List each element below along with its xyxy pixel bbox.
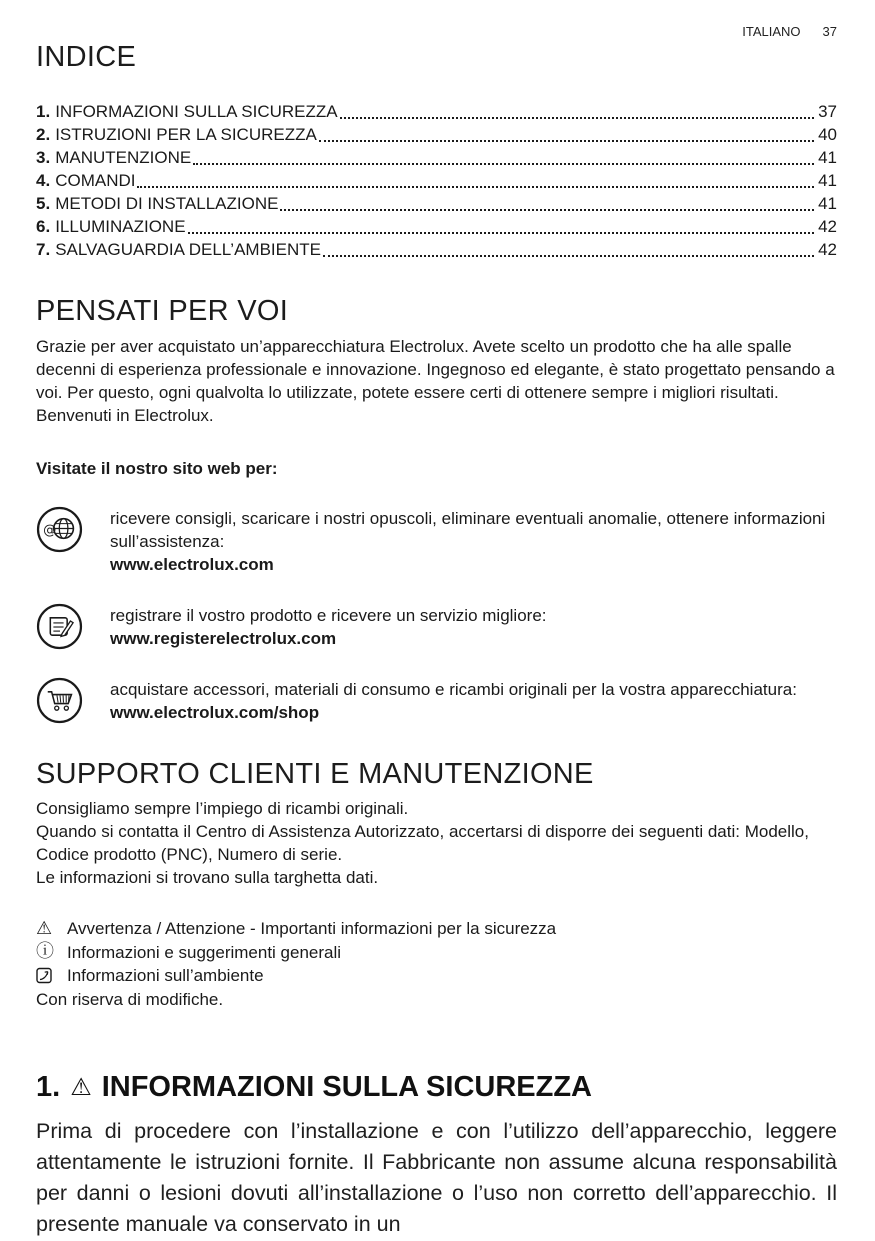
toc-entry-number: 4. — [36, 171, 51, 190]
toc-entry — [36, 100, 837, 123]
warning-icon: ⚠ — [70, 1072, 92, 1101]
environment-icon — [36, 967, 58, 984]
promo-text: ricevere consigli, scaricare i nostri opuscoli, eliminare eventuali anomalie, ottenere informazioni sull’assistenza: — [110, 509, 826, 551]
promo-text-block — [110, 676, 797, 724]
page-header — [36, 24, 837, 39]
promo-item-assistance — [36, 505, 837, 576]
legend-text: Informazioni e suggerimenti generali — [67, 942, 342, 962]
toc-entry-title: COMANDI — [55, 171, 136, 190]
toc-leader-dots — [280, 206, 814, 211]
toc-entry-number: 7. — [36, 240, 51, 259]
toc-entry-title: ILLUMINAZIONE — [55, 217, 186, 236]
toc-entry — [36, 123, 837, 146]
toc-leader-dots — [193, 160, 814, 165]
cart-icon — [36, 676, 110, 724]
intro-paragraph: Grazie per aver acquistato un’apparecchiatura Electrolux. Avete scelto un prodotto che ha alle spalle decenni di esperienza professionale e innovazione. Ingegnoso ed elegante, è stato progettato pensando a voi. Per questo, ogni qualvolta lo utilizzate, potete essere certi di ottenere sempre i migliori risultati. — [36, 337, 835, 402]
toc-entry-title: INFORMAZIONI SULLA SICUREZZA — [55, 102, 338, 121]
toc-entry-page: 42 — [818, 240, 837, 259]
toc-leader-dots — [340, 114, 814, 119]
toc-entry-title: MANUTENZIONE — [55, 148, 192, 167]
toc-entry-number: 2. — [36, 125, 51, 144]
promo-url: www.registerelectrolux.com — [110, 629, 337, 648]
legend-text: Informazioni sull’ambiente — [67, 966, 264, 985]
toc-entry-number: 5. — [36, 194, 51, 213]
promo-item-shop — [36, 676, 837, 724]
section1-heading — [36, 1071, 837, 1104]
toc-entry — [36, 238, 837, 261]
section1-body: Prima di procedere con l’installazione e con l’utilizzo dell’apparecchio, leggere attentamente le istruzioni fornite. Il Fabbricante non assume alcuna responsabilità per danni o lesioni dovuti all’installazione o l’uso non corretto dell’apparecchio. Il presente manuale va conservato in un — [36, 1119, 837, 1236]
page-number: 37 — [822, 24, 837, 39]
table-of-contents — [36, 100, 837, 261]
legend-row-warning — [36, 917, 837, 941]
legend-row-environment — [36, 964, 837, 988]
page-language: ITALIANO — [742, 24, 801, 39]
promo-text-block — [110, 602, 547, 650]
promo-url: www.electrolux.com — [110, 555, 274, 574]
toc-entry-page: 40 — [818, 125, 837, 144]
register-icon — [36, 602, 110, 650]
promo-item-register — [36, 602, 837, 650]
support-text — [36, 797, 837, 889]
support-title: SUPPORTO CLIENTI E MANUTENZIONE — [36, 758, 594, 790]
symbols-legend — [36, 917, 837, 1011]
toc-entry-number: 6. — [36, 217, 51, 236]
intro-welcome-line: Benvenuti in Electrolux. — [36, 406, 214, 425]
section1-number: 1. — [36, 1071, 61, 1103]
promo-text: registrare il vostro prodotto e ricevere un servizio migliore: — [110, 606, 547, 625]
toc-title: INDICE — [36, 41, 137, 73]
website-heading: Visitate il nostro sito web per: — [36, 459, 278, 478]
intro-title: PENSATI PER VOI — [36, 295, 289, 327]
toc-entry-number: 1. — [36, 102, 51, 121]
toc-entry — [36, 169, 837, 192]
svg-text:@: @ — [43, 523, 57, 539]
info-icon: ⓘ — [36, 941, 54, 963]
globe-at-icon — [36, 505, 110, 576]
toc-entry-page: 41 — [818, 171, 837, 190]
toc-entry-page: 42 — [818, 217, 837, 236]
toc-entry-title: METODI DI INSTALLAZIONE — [55, 194, 279, 213]
toc-leader-dots — [137, 183, 814, 188]
toc-leader-dots — [319, 137, 814, 142]
toc-entry-page: 37 — [818, 102, 837, 121]
section1-title: INFORMAZIONI SULLA SICUREZZA — [101, 1071, 592, 1103]
warning-icon: ⚠ — [36, 917, 53, 939]
promo-url: www.electrolux.com/shop — [110, 703, 320, 722]
intro-body — [36, 335, 837, 427]
toc-entry-title: SALVAGUARDIA DELL’AMBIENTE — [55, 240, 321, 259]
promo-text-block — [110, 505, 837, 576]
support-line: Le informazioni si trovano sulla targhetta dati. — [36, 868, 379, 887]
toc-entry — [36, 215, 837, 238]
toc-entry-page: 41 — [818, 194, 837, 213]
toc-entry-page: 41 — [818, 148, 837, 167]
support-line: Consigliamo sempre l’impiego di ricambi originali. — [36, 799, 409, 818]
toc-leader-dots — [323, 252, 814, 257]
support-line: Quando si contatta il Centro di Assistenza Autorizzato, accertarsi di disporre dei seguenti dati: Modello, Codice prodotto (PNC), Numero di serie. — [36, 822, 809, 864]
changes-note: Con riserva di modifiche. — [36, 989, 224, 1009]
legend-text: Avvertenza / Attenzione - Importanti informazioni per la sicurezza — [67, 919, 557, 938]
toc-entry-title: ISTRUZIONI PER LA SICUREZZA — [55, 125, 317, 144]
toc-entry — [36, 146, 837, 169]
toc-leader-dots — [188, 229, 815, 234]
toc-entry — [36, 192, 837, 215]
toc-entry-number: 3. — [36, 148, 51, 167]
promo-text: acquistare accessori, materiali di consumo e ricambi originali per la vostra apparecchiatura: — [110, 680, 797, 699]
legend-row-info — [36, 941, 837, 965]
